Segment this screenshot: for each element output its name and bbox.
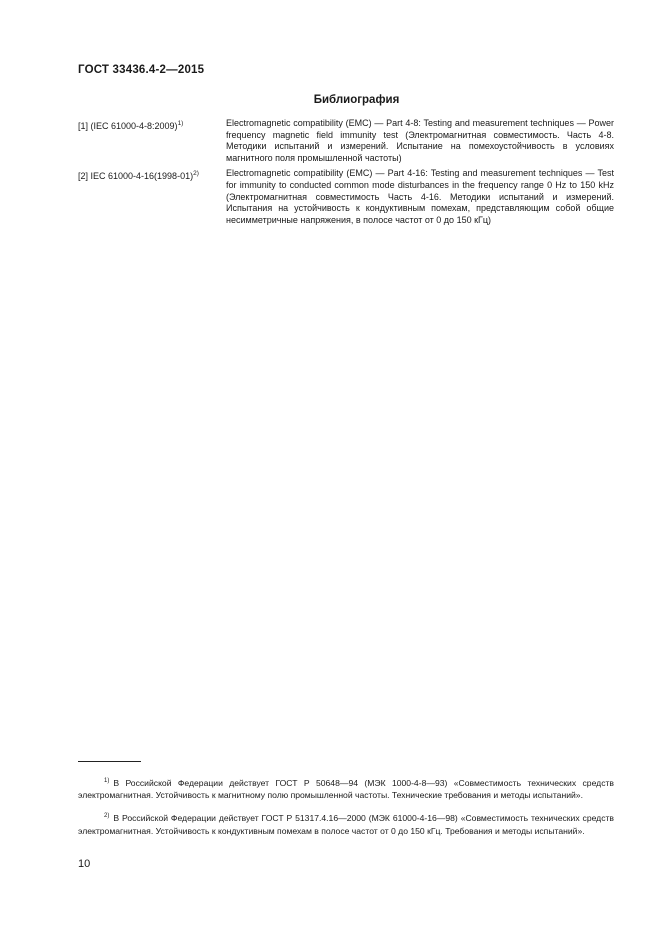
document-code: ГОСТ 33436.4-2—2015 bbox=[78, 64, 205, 76]
footnote-mark: 1) bbox=[104, 777, 110, 784]
bibliography-reference bbox=[78, 168, 226, 226]
bibliography-reference bbox=[78, 118, 226, 164]
footnote-mark: 2) bbox=[104, 813, 110, 820]
footnote bbox=[78, 775, 614, 802]
footnote-divider bbox=[78, 761, 141, 762]
bibliography-description: Electromagnetic compatibility (EMC) — Part 4-16: Testing and measurement techniques — Test for immunity to conducted common mode disturbances in the frequency range 0 Hz to 150 kHz (Электромагнитная совместимость Часть 4-16. Методики испытаний и измерений. Испытания на устойчивость к кондуктивным помехам, представляющим собой общие несимметричные напряжения, в полосе частот от 0 до 150 кГц) bbox=[226, 168, 614, 225]
reference-code: [1] (IEC 61000-4-8:2009) bbox=[78, 121, 178, 131]
footnote-text: В Российской Федерации действует ГОСТ Р 51317.4.16—2000 (МЭК 61000-4-16—98) «Совместимость технических средств электромагнитная. Устойчивость к кондуктивным помехам в полосе частот от 0 до 150 кГц. Требования и методы испытаний». bbox=[78, 813, 614, 836]
reference-code: [2] IEC 61000-4-16(1998-01) bbox=[78, 171, 194, 182]
section-title: Библиография bbox=[313, 94, 400, 106]
footnote bbox=[78, 810, 614, 837]
bibliography-entry bbox=[78, 118, 614, 164]
bibliography-entry bbox=[78, 168, 614, 226]
footnote-text: В Российской Федерации действует ГОСТ Р 50648—94 (МЭК 1000-4-8—93) «Совместимость технических средств электромагнитная. Устойчивость к магнитному полю промышленной частоты. Технические требования и методы испытаний». bbox=[78, 777, 614, 801]
footnotes bbox=[78, 766, 614, 838]
footnote-mark: 1) bbox=[177, 120, 184, 127]
bibliography-description: Electromagnetic compatibility (EMC) — Part 4-8: Testing and measurement techniques — Power frequency magnetic field immunity test (Электромагнитная совместимость. Часть 4-8. Методики испытаний и измерений. Испытание на помехоустойчивость в условиях магнитного поля промышленной частоты) bbox=[226, 118, 614, 163]
page-number: 10 bbox=[78, 858, 91, 870]
bibliography-list bbox=[78, 118, 614, 230]
footnote-mark: 2) bbox=[193, 170, 199, 178]
